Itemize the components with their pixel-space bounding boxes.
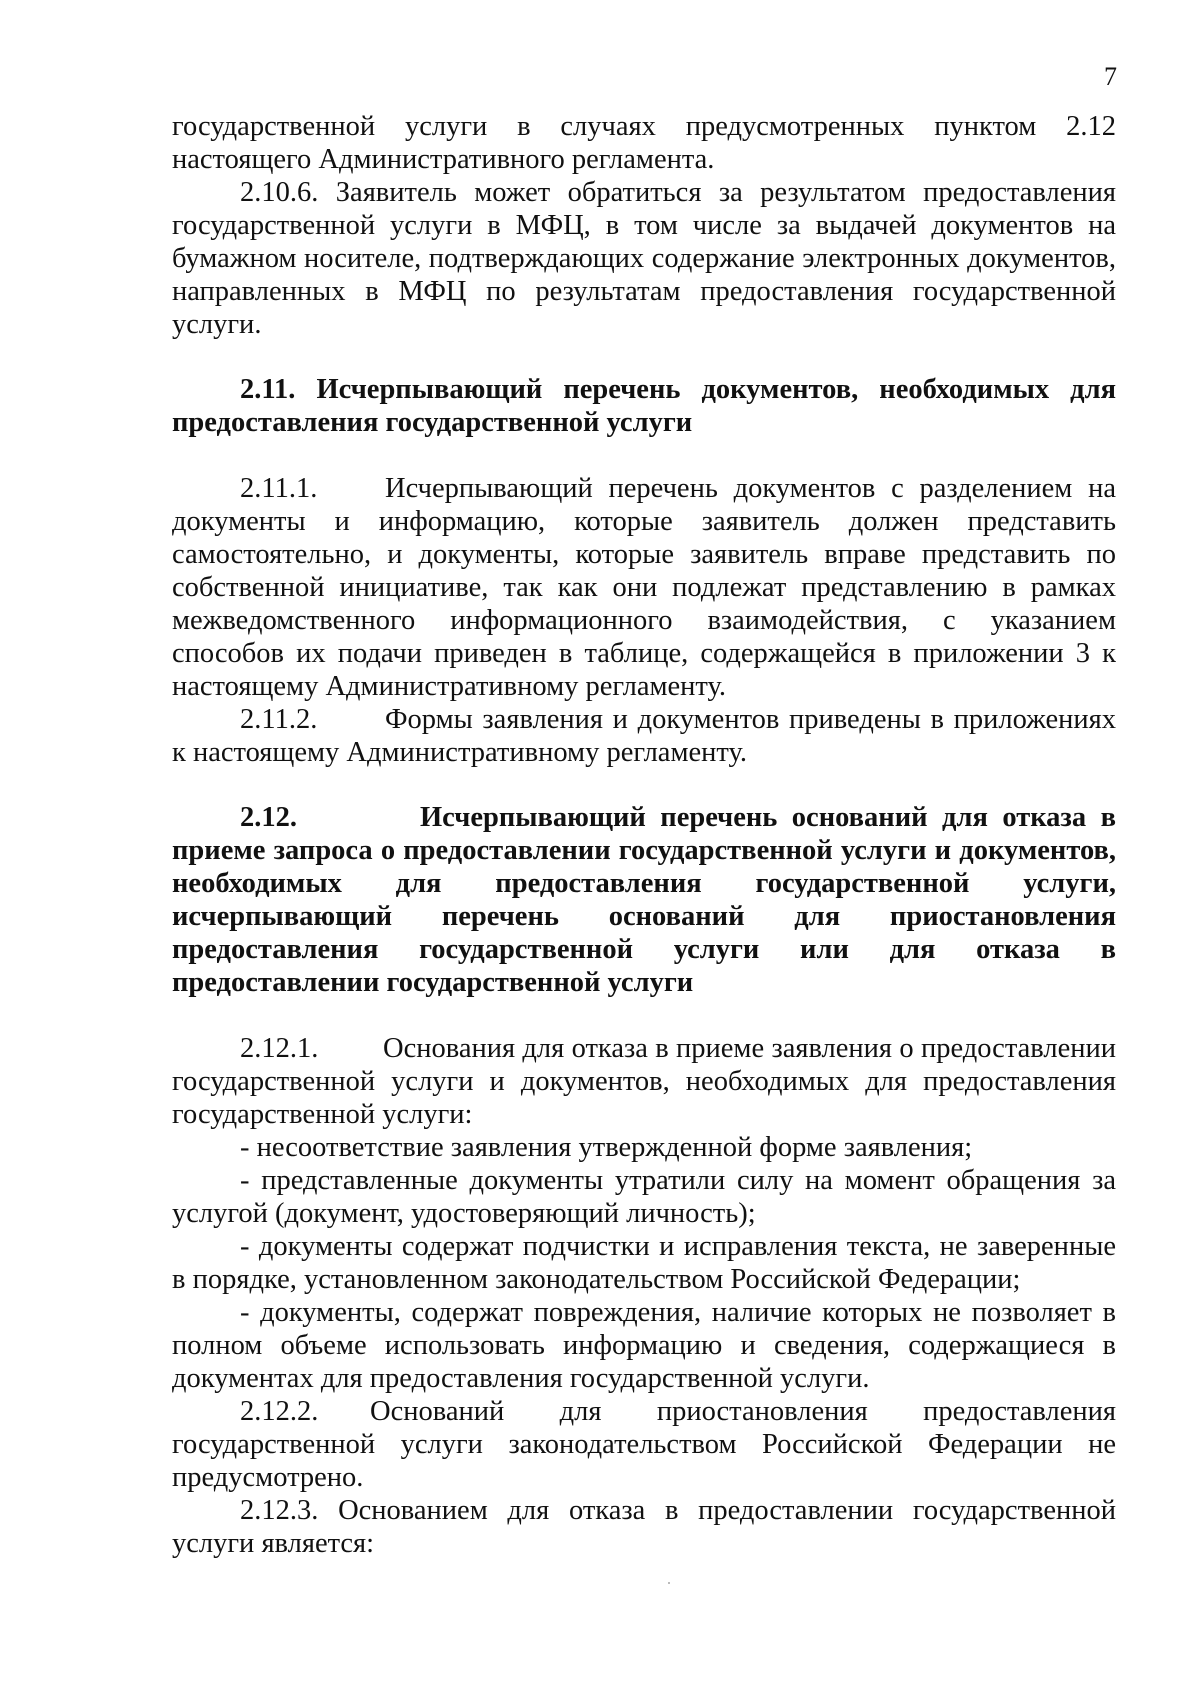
clause-text: Основания для отказа в приеме заявления о предоставлении государственной услуги и документов, необходимых для предоставления государственной услуги:	[172, 1033, 1116, 1130]
section-heading-2-11: 2.11. Исчерпывающий перечень документов, необходимых для предоставления государственной услуги	[172, 374, 1116, 438]
list-item: - несоответствие заявления утвержденной форме заявления;	[240, 1132, 973, 1163]
section-number: 2.12.	[240, 802, 297, 833]
document-body	[172, 110, 1116, 1560]
scan-artifact	[668, 1582, 670, 1584]
clause-text: Оснований для приостановления предоставления государственной услуги законодательством Российской Федерации не предусмотрено.	[172, 1396, 1116, 1493]
paragraph-2-12-1	[172, 1032, 1116, 1131]
paragraph-2-11-2	[172, 703, 1116, 769]
section-heading-2-12	[172, 801, 1116, 999]
paragraph-2-12-3: 2.12.3. Основанием для отказа в предоставлении государственной услуги является:	[172, 1495, 1116, 1559]
list-item: - представленные документы утратили силу на момент обращения за услугой (документ, удостоверяющий личность);	[172, 1165, 1116, 1229]
page-number: 7	[1104, 62, 1117, 91]
section-title: Исчерпывающий перечень оснований для отказа в приеме запроса о предоставлении государственной услуги и документов, необходимых для предоставления государственной услуги, исчерпывающий перечень оснований для приостановления предоставления государственной услуги или для отказа в предоставлении государственной услуги	[172, 802, 1116, 998]
clause-number: 2.11.2.	[240, 704, 318, 735]
list-item: - документы, содержат повреждения, наличие которых не позволяет в полном объеме использовать информацию и сведения, содержащиеся в документах для предоставления государственной услуги.	[172, 1297, 1116, 1394]
clause-number: 2.12.1.	[240, 1033, 319, 1064]
clause-text: Формы заявления и документов приведены в приложениях к настоящему Административному регламенту.	[172, 704, 1116, 768]
paragraph-continuation: государственной услуги в случаях предусмотренных пунктом 2.12 настоящего Административного регламента.	[172, 111, 1116, 175]
clause-number: 2.11.1.	[240, 473, 318, 504]
paragraph-2-10-6: 2.10.6. Заявитель может обратиться за результатом предоставления государственной услуги в МФЦ, в том числе за выдачей документов на бумажном носителе, подтверждающих содержание электронных документов, направленных в МФЦ по результатам предоставления государственной услуги.	[172, 177, 1116, 340]
paragraph-2-12-2	[172, 1395, 1116, 1494]
paragraph-2-11-1	[172, 472, 1116, 703]
clause-number: 2.12.2.	[240, 1396, 319, 1427]
list-item: - документы содержат подчистки и исправления текста, не заверенные в порядке, установленном законодательством Российской Федерации;	[172, 1231, 1116, 1295]
clause-text: Исчерпывающий перечень документов с разделением на документы и информацию, которые заявитель должен представить самостоятельно, и документы, которые заявитель вправе представить по собственной инициативе, так как они подлежат представлению в рамках межведомственного информационного взаимодействия, с указанием способов их подачи приведен в таблице, содержащейся в приложении 3 к настоящему Административному регламенту.	[172, 473, 1116, 702]
